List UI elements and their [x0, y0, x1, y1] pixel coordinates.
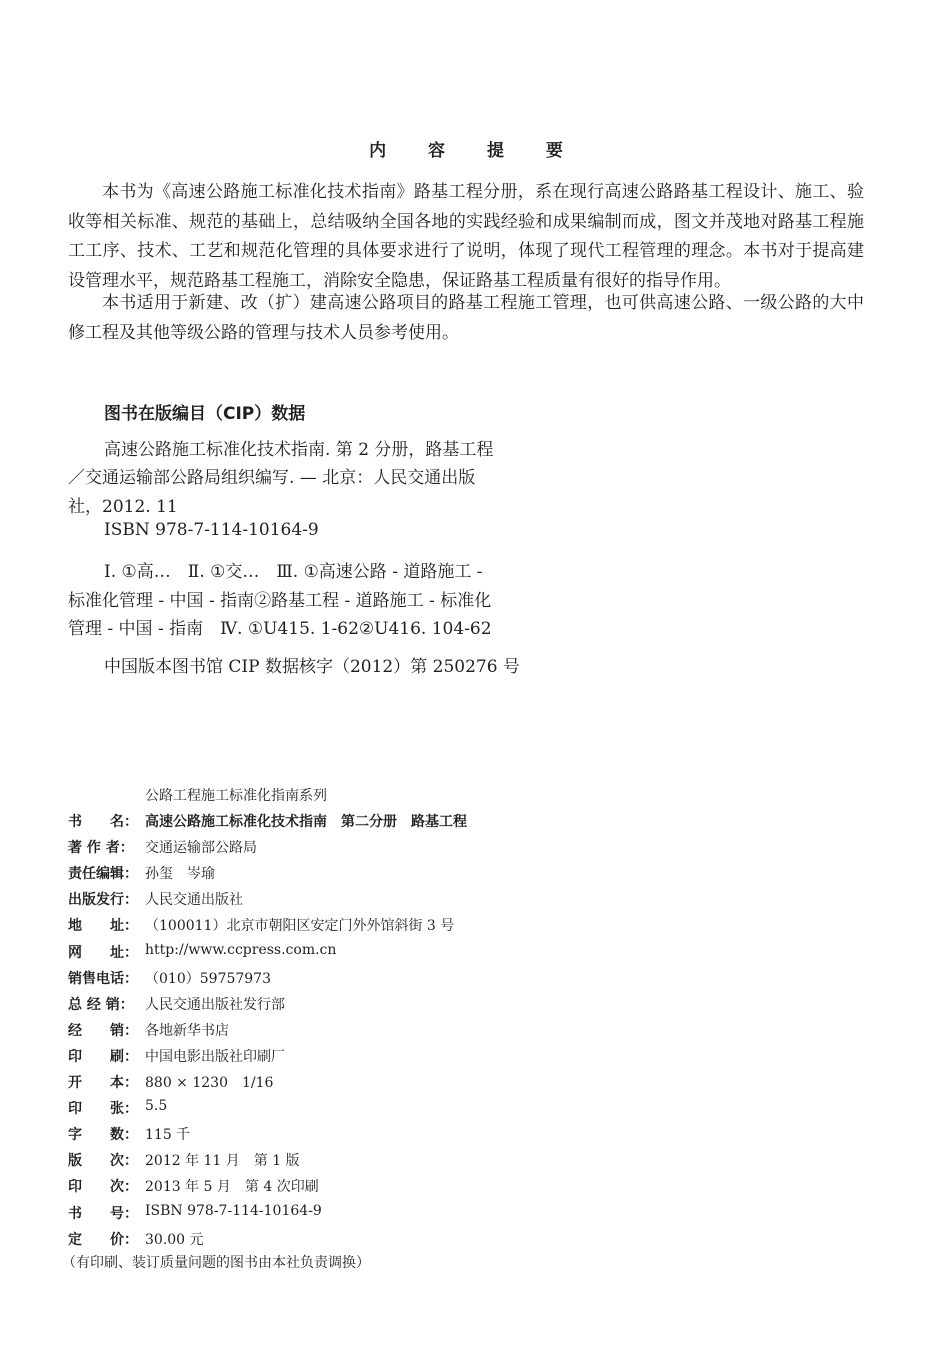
imprint-label: 著 作 者：	[68, 840, 134, 857]
imprint-value: 各地新华书店	[145, 1022, 229, 1039]
imprint-value: 5.5	[145, 1098, 168, 1115]
summary-paragraph-2: 本书适用于新建、改（扩）建高速公路项目的路基工程施工管理，也可供高速公路、一级公路的大中修工程及其他等级公路的管理与技术人员参考使用。	[68, 293, 864, 343]
imprint-row	[0, 1176, 950, 1198]
cip-classification-2: 标准化管理 - 中国 - 指南②路基工程 - 道路施工 - 标准化	[68, 591, 492, 611]
imprint-row	[0, 915, 950, 937]
imprint-row	[0, 994, 950, 1016]
imprint-label: 书 名：	[68, 814, 138, 830]
summary-paragraph-1: 本书为《高速公路施工标准化技术指南》路基工程分册，系在现行高速公路路基工程设计、施工、验收等相关标准、规范的基础上，总结吸纳全国各地的实践经验和成果编制而成，图文并茂地对路基工程施工工序、技术、工艺和规范化管理的具体要求进行了说明，体现了现代工程管理的理念。本书对于提高建设管理水平，规范路基工程施工，消除安全隐患，保证路基工程质量有很好的指导作用。	[68, 182, 864, 291]
imprint-row	[0, 889, 950, 911]
imprint-label: 责任编辑：	[68, 866, 138, 883]
imprint-value: 中国电影出版社印刷厂	[145, 1048, 285, 1065]
imprint-value: 2013 年 5 月 第 4 次印刷	[145, 1179, 319, 1196]
imprint-label: 总 经 销：	[68, 996, 134, 1013]
imprint-label: 印 次：	[68, 1179, 138, 1196]
imprint-label: 出版发行：	[68, 892, 138, 909]
series-name: 公路工程施工标准化指南系列	[145, 788, 327, 804]
imprint-row	[0, 1020, 950, 1042]
summary-title: 内 容 提 要	[369, 141, 581, 161]
imprint-row	[0, 1203, 950, 1225]
imprint-value: 高速公路施工标准化技术指南 第二分册 路基工程	[145, 814, 467, 830]
cip-record-number: 中国版本图书馆 CIP 数据核字（2012）第 250276 号	[104, 657, 520, 677]
imprint-value: 115 千	[145, 1127, 191, 1144]
imprint-row	[0, 1150, 950, 1172]
cip-line-1: 高速公路施工标准化技术指南. 第 2 分册，路基工程	[104, 440, 494, 460]
imprint-row	[0, 811, 950, 833]
cip-line-3: 社，2012. 11	[68, 497, 178, 517]
imprint-label: 网 址：	[68, 944, 138, 961]
imprint-value: （010）59757973	[145, 970, 271, 987]
imprint-row	[0, 1124, 950, 1146]
imprint-label: 字 数：	[68, 1127, 138, 1144]
imprint-value: 交通运输部公路局	[145, 840, 257, 857]
imprint-value: http://www.ccpress.com.cn	[145, 941, 337, 958]
imprint-label: 经 销：	[68, 1022, 138, 1039]
quality-note: （有印刷、装订质量问题的图书由本社负责调换）	[62, 1255, 370, 1271]
imprint-label: 书 号：	[68, 1205, 138, 1222]
imprint-row	[0, 863, 950, 885]
cip-line-2: ／交通运输部公路局组织编写. — 北京：人民交通出版	[68, 468, 476, 488]
imprint-label: 销售电话：	[68, 970, 138, 987]
imprint-label: 印 张：	[68, 1101, 138, 1118]
imprint-label: 版 次：	[68, 1153, 138, 1170]
imprint-value: 30.00 元	[145, 1231, 204, 1248]
cip-isbn: ISBN 978-7-114-10164-9	[104, 520, 319, 540]
imprint-row	[0, 1072, 950, 1094]
imprint-row	[0, 1098, 950, 1120]
imprint-value: 880 × 1230 1/16	[145, 1075, 274, 1091]
cip-title: 图书在版编目（CIP）数据	[104, 404, 306, 424]
imprint-value: ISBN 978-7-114-10164-9	[145, 1202, 322, 1219]
imprint-value: 人民交通出版社发行部	[145, 996, 285, 1013]
imprint-row	[0, 1229, 950, 1251]
imprint-value: 人民交通出版社	[145, 892, 243, 909]
imprint-row	[0, 837, 950, 859]
imprint-row	[0, 968, 950, 990]
cip-classification-1: Ⅰ. ①高… Ⅱ. ①交… Ⅲ. ①高速公路 - 道路施工 -	[104, 562, 483, 582]
imprint-value: 2012 年 11 月 第 1 版	[145, 1153, 300, 1170]
imprint-label: 定 价：	[68, 1231, 138, 1248]
imprint-row	[0, 1046, 950, 1068]
imprint-label: 地 址：	[68, 918, 138, 935]
imprint-label: 印 刷：	[68, 1048, 138, 1065]
imprint-value: （100011）北京市朝阳区安定门外外馆斜街 3 号	[145, 918, 455, 935]
imprint-value: 孙玺 岑瑜	[145, 866, 215, 883]
imprint-label: 开 本：	[68, 1075, 138, 1091]
imprint-row	[0, 942, 950, 964]
cip-classification-3: 管理 - 中国 - 指南 Ⅳ. ①U415. 1-62②U416. 104-62	[68, 619, 492, 639]
